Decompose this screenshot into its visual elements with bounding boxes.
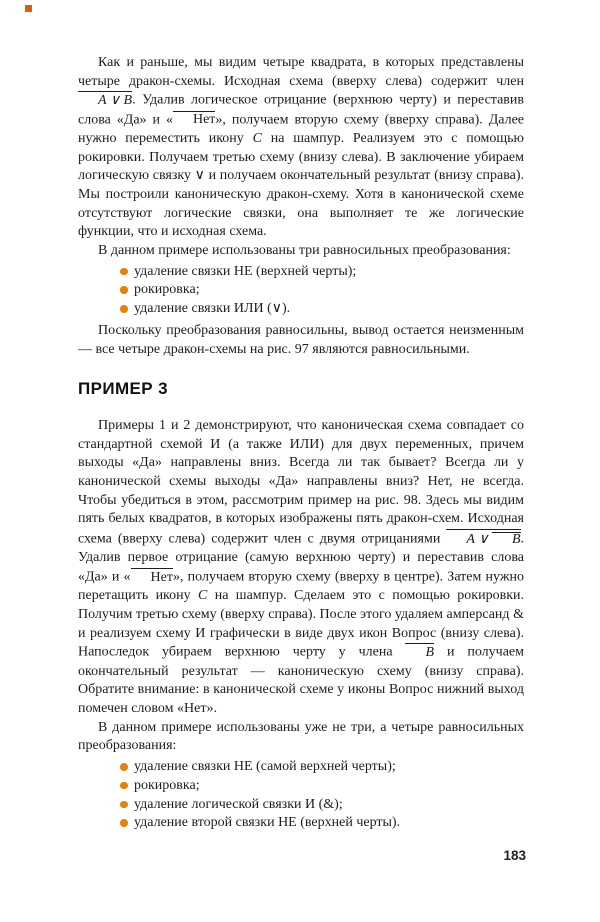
list-item [120,300,524,319]
paragraph-example2-walkthrough [78,54,524,242]
list-item [120,777,524,796]
list-item-label: рокировка; [134,777,200,793]
list-item-label: удаление связки НЕ (верхней черты); [134,263,357,279]
corner-mark [25,5,32,12]
overlined-b-variable: B [405,643,434,660]
text-run: на шампур. Реализуем это с помощью рокировки. Получаем третью схему (внизу слева). В заключение убираем логическую связку ∨ и получаем окончательный результат (внизу справа). Мы построили каноническую дракон-схему. Хотя в канонической схеме отсутствуют логические связки, она выполняет те же логические функции, что и исходная схема. [78,130,525,240]
formula-double-negated-a-or-b [446,529,520,547]
overlined-net-word: Нет [173,111,215,128]
overlined-b-variable: B [492,532,521,547]
bullet-icon [120,782,128,790]
text-run: и получаем окончательный результат — каноническую схему (внизу справа). Обратите внимание: в канонической схеме у иконы Вопрос нижний выход помечен словом «Нет». [78,644,524,716]
icon-c-variable: C [252,130,262,146]
bullet-icon [120,286,128,294]
page-text-block [78,54,524,836]
text-run: », получаем вторую схему (вверху в центре). Затем нужно перетащить икону [78,569,524,604]
text-run: », получаем вторую схему (вверху справа). Далее нужно переместить икону [78,112,524,146]
transformations-list-1 [78,263,524,319]
list-item-label: удаление связки ИЛИ (∨). [134,301,291,317]
list-item [120,758,524,777]
list-item-label: удаление логической связки И (&); [134,796,343,812]
text-run: Как и раньше, мы видим четыре квадрата, в которых представлены четыре дракон-схемы. Исходная схема (вверху слева) содержит член [78,55,524,89]
page-number: 183 [503,848,526,863]
text-run: A ∨ [466,531,492,547]
list-item-label: рокировка; [134,282,200,298]
section-heading-example-3: ПРИМЕР 3 [78,379,168,399]
list-item-label: удаление связки НЕ (самой верхней черты); [134,759,396,775]
bullet-icon [120,763,128,771]
paragraph-three-transformations-intro: В данном примере использованы три равносильных преобразования: [98,243,511,259]
list-item [120,814,524,833]
text-run: . Удалив первое отрицание (самую верхнюю черту) и переставив слова «Да» и « [78,531,524,585]
text-run: на шампур. Сделаем это с помощью рокировки. Получим третью схему (вверху справа). После этого удаляем амперсанд & и реализуем схему И графически в виде двух икон Вопрос (внизу слева). Напоследок убираем верхнюю черту у члена [78,588,524,660]
list-item [120,796,524,815]
paragraph-conclusion-fig97: Поскольку преобразования равносильны, вывод остается неизменным — все четыре дракон-схемы на рис. 97 являются равносильными. [78,322,524,357]
paragraph-example3-walkthrough [78,417,524,719]
list-item [120,281,524,300]
text-run: Примеры 1 и 2 демонстрируют, что каноническая схема совпадает со стандартной схемой И (а также ИЛИ) для двух переменных, причем выходы «Да» направлены вниз. Всегда ли так бывает? Всегда ли у канонической схемы выходы «Да» направлены вниз? Нет, не всегда. Чтобы убедиться в этом, рассмотрим пример на рис. 98. Здесь мы видим пять белых квадратов, в которых изображены пять дракон-схем. Исходная схема (вверху слева) содержит член с двумя отрицаниями [78,417,524,547]
list-item [120,263,524,282]
formula-not-a-or-b: A ∨ B [78,91,132,108]
list-item-label: удаление второй связки НЕ (верхней черты). [134,815,401,831]
overlined-net-word: Нет [131,568,173,585]
paragraph-four-transformations-intro: В данном примере использованы уже не три, а четыре равносильных преобразования: [78,719,524,754]
bullet-icon [120,305,128,313]
icon-c-variable: C [198,588,208,604]
bullet-icon [120,268,128,276]
bullet-icon [120,819,128,827]
text-run: . Удалив логическое отрицание (верхнюю черту) и переставив слова «Да» и « [78,92,524,128]
bullet-icon [120,801,128,809]
transformations-list-2 [78,758,524,833]
